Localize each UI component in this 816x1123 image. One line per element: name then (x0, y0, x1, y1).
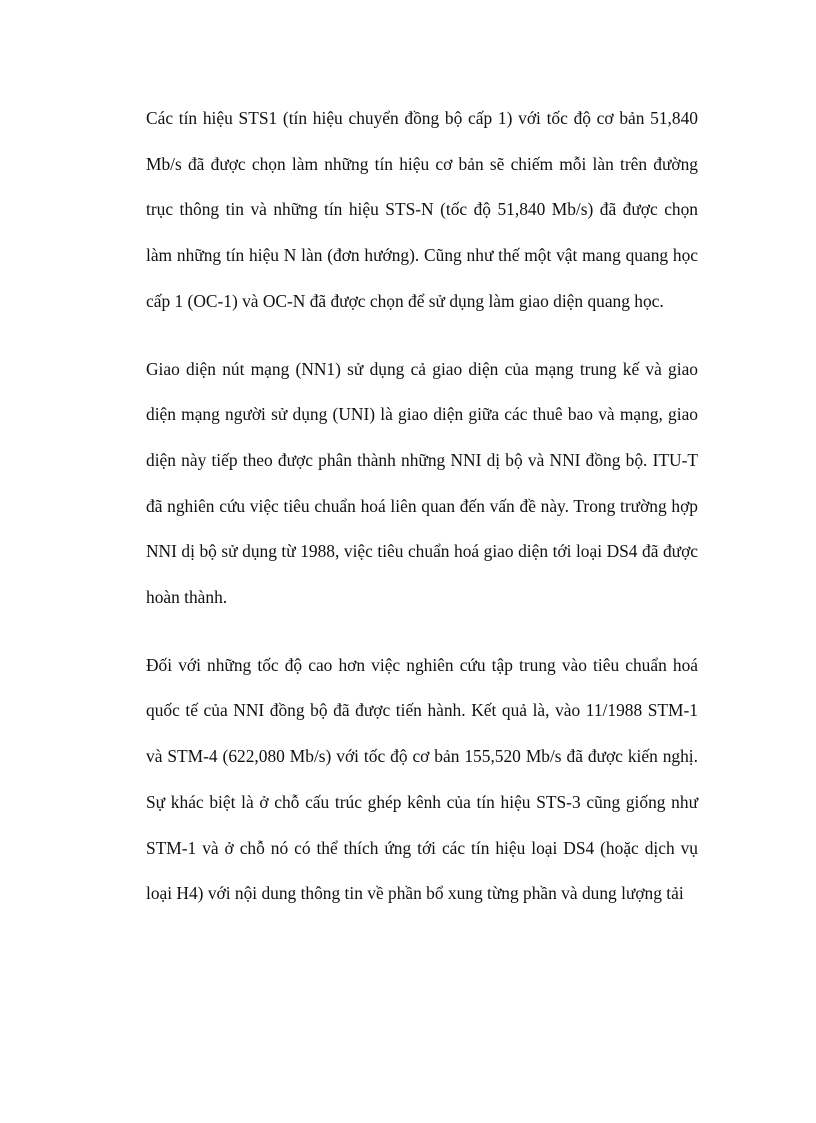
paragraph-sts-signals: Các tín hiệu STS1 (tín hiệu chuyển đồng bộ cấp 1) với tốc độ cơ bản 51,840 Mb/s đã được chọn làm những tín hiệu cơ bản sẽ chiếm mỗi làn trên đường trục thông tin và những tín hiệu STS-N (tốc độ 51,840 Mb/s) đã được chọn làm những tín hiệu N làn (đơn hướng). Cũng như thế một vật mang quang học cấp 1 (OC-1) và OC-N đã được chọn để sử dụng làm giao diện quang học. (146, 108, 698, 311)
document-page (146, 96, 698, 917)
paragraph-network-node-interface: Giao diện nút mạng (NN1) sử dụng cả giao diện của mạng trung kế và giao diện mạng người sử dụng (UNI) là giao diện giữa các thuê bao và mạng, giao diện này tiếp theo được phân thành những NNI dị bộ và NNI đồng bộ. ITU-T đã nghiên cứu việc tiêu chuẩn hoá liên quan đến vấn đề này. Trong trường hợp NNI dị bộ sử dụng từ 1988, việc tiêu chuẩn hoá giao diện tới loại DS4 đã được hoàn thành. (146, 358, 698, 608)
paragraph-synchronous-nni: Đối với những tốc độ cao hơn việc nghiên cứu tập trung vào tiêu chuẩn hoá quốc tế của NNI đồng bộ đã được tiến hành. Kết quả là, vào 11/1988 STM-1 và STM-4 (622,080 Mb/s) với tốc độ cơ bản 155,520 Mb/s đã được kiến nghị. Sự khác biệt là ở chỗ cấu trúc ghép kênh của tín hiệu STS-3 cũng giống như STM-1 và ở chỗ nó có thể thích ứng tới các tín hiệu loại DS4 (hoặc dịch vụ loại H4) với nội dung thông tin về phần bổ xung từng phần và dung lượng tải (146, 654, 698, 904)
